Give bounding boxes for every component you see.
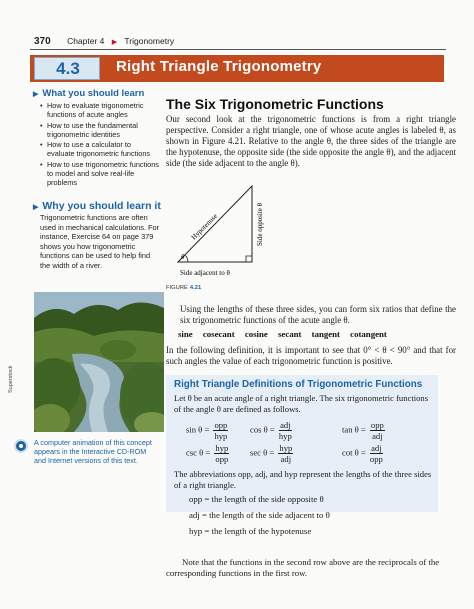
opposite-side-label: Side opposite θ [256,202,264,246]
opp-definition: opp = the length of the side opposite θ [189,494,324,504]
header-rule [30,49,446,50]
fraction-numerator: opp [370,420,384,430]
main-heading: The Six Trigonometric Functions [166,96,384,112]
list-item: • How to evaluate trigonometric functions of acute angles [40,101,160,120]
fraction-denominator: hyp [214,431,228,441]
cd-note: A computer animation of this concept appears in the Interactive CD-ROM and Internet versions of this text. [34,438,152,465]
why-heading [33,200,161,212]
ratios-paragraph: Using the lengths of these three sides, you can form six ratios that define the six trigonometric functions of the acute angle θ. [180,304,456,325]
photo-credit: Superstock [8,365,14,393]
running-header [34,36,174,47]
fraction-denominator: adj [280,454,292,464]
section-topic: Trigonometry [124,36,175,46]
fraction-numerator: opp [214,420,228,430]
function-name: cot θ = [342,447,366,458]
angle-theta-label: θ [181,253,185,261]
hyp-definition: hyp = the length of the hypotenuse [189,526,312,536]
triangle-arrow-icon: ▶ [33,91,39,98]
right-triangle-figure [166,176,286,284]
why-text: Trigonometric functions are often used in mechanical calculations. For instance, Exercise 64 on page 379 shows you how trigonometric functions can be used to help find the width of a river. [40,213,160,270]
function-name: sin θ = [186,424,210,435]
function-names: sine cosecant cosine secant tangent cotangent [178,329,387,339]
secant-definition [250,443,293,464]
cosine-definition [250,420,292,441]
why-heading-text: Why you should learn it [42,200,161,212]
section-number-box [34,57,100,80]
fraction-denominator: hyp [278,431,292,441]
learn-heading-text: What you should learn [42,88,145,99]
fraction-denominator: adj [372,431,383,441]
figure-caption [166,285,201,291]
fraction-numerator: adj [280,420,291,430]
function-name: tan θ = [342,424,366,435]
definition-box [166,375,438,512]
definition-box-title: Right Triangle Definitions of Trigonometric Functions [174,379,423,390]
fraction-denominator: opp [369,454,383,464]
cosecant-definition [186,443,229,464]
triangle-arrow-icon: ▶ [111,39,118,46]
section-number: 4.3 [56,59,80,78]
function-name: cos θ = [250,424,275,435]
figure-caption-number: 4.21 [189,285,202,291]
river-photo [34,292,164,432]
cd-rom-icon [14,439,28,453]
hypotenuse-label: Hypotenuse [189,212,220,242]
reciprocal-note: Note that the functions in the second row above are the reciprocals of the corresponding functions in the first row. [166,557,440,578]
adj-definition: adj = the length of the side adjacent to θ [189,510,330,520]
tangent-definition [342,420,385,441]
chapter-label: Chapter 4 [67,36,105,46]
river-photo-image [34,292,164,432]
fraction-numerator: hyp [279,443,293,453]
definition-paragraph: In the following definition, it is important to see that 0° < θ < 90° and that for such angles the value of each trigonometric function is positive. [166,345,456,366]
fraction-numerator: adj [371,443,382,453]
triangle-arrow-icon: ▶ [33,204,39,211]
figure-caption-prefix: FIGURE [166,285,188,291]
list-item: • How to use the fundamental trigonometric identities [40,121,160,140]
cotangent-definition [342,443,383,464]
sine-definition [186,420,228,441]
function-name: sec θ = [250,447,275,458]
list-item: • How to use a calculator to evaluate trigonometric functions [40,140,160,159]
function-name: csc θ = [186,447,211,458]
fraction-denominator: opp [215,454,229,464]
list-item: • How to use trigonometric functions to model and solve real-life problems [40,160,160,188]
page-number: 370 [34,36,51,47]
section-title: Right Triangle Trigonometry [116,58,322,75]
section-banner [30,55,444,82]
adjacent-side-label: Side adjacent to θ [180,269,230,277]
definition-box-intro: Let θ be an acute angle of a right triangle. The six trigonometric functions of the angle θ are defined as follows. [174,393,429,414]
intro-paragraph: Our second look at the trigonometric functions is from a right triangle perspective. Consider a right triangle, one of whose acute angles is labeled θ, as shown in Figure 4.21. Relative to the angle θ, the three sides of the triangle are the hypotenuse, the opposite side (the side opposite the angle θ), and the adjacent side (the side adjacent to the angle θ). [166,114,456,168]
fraction-numerator: hyp [215,443,229,453]
learn-heading [33,88,144,99]
abbreviations-note: The abbreviations opp, adj, and hyp represent the lengths of the three sides of a right triangle. [174,469,432,490]
learn-list [40,101,160,189]
